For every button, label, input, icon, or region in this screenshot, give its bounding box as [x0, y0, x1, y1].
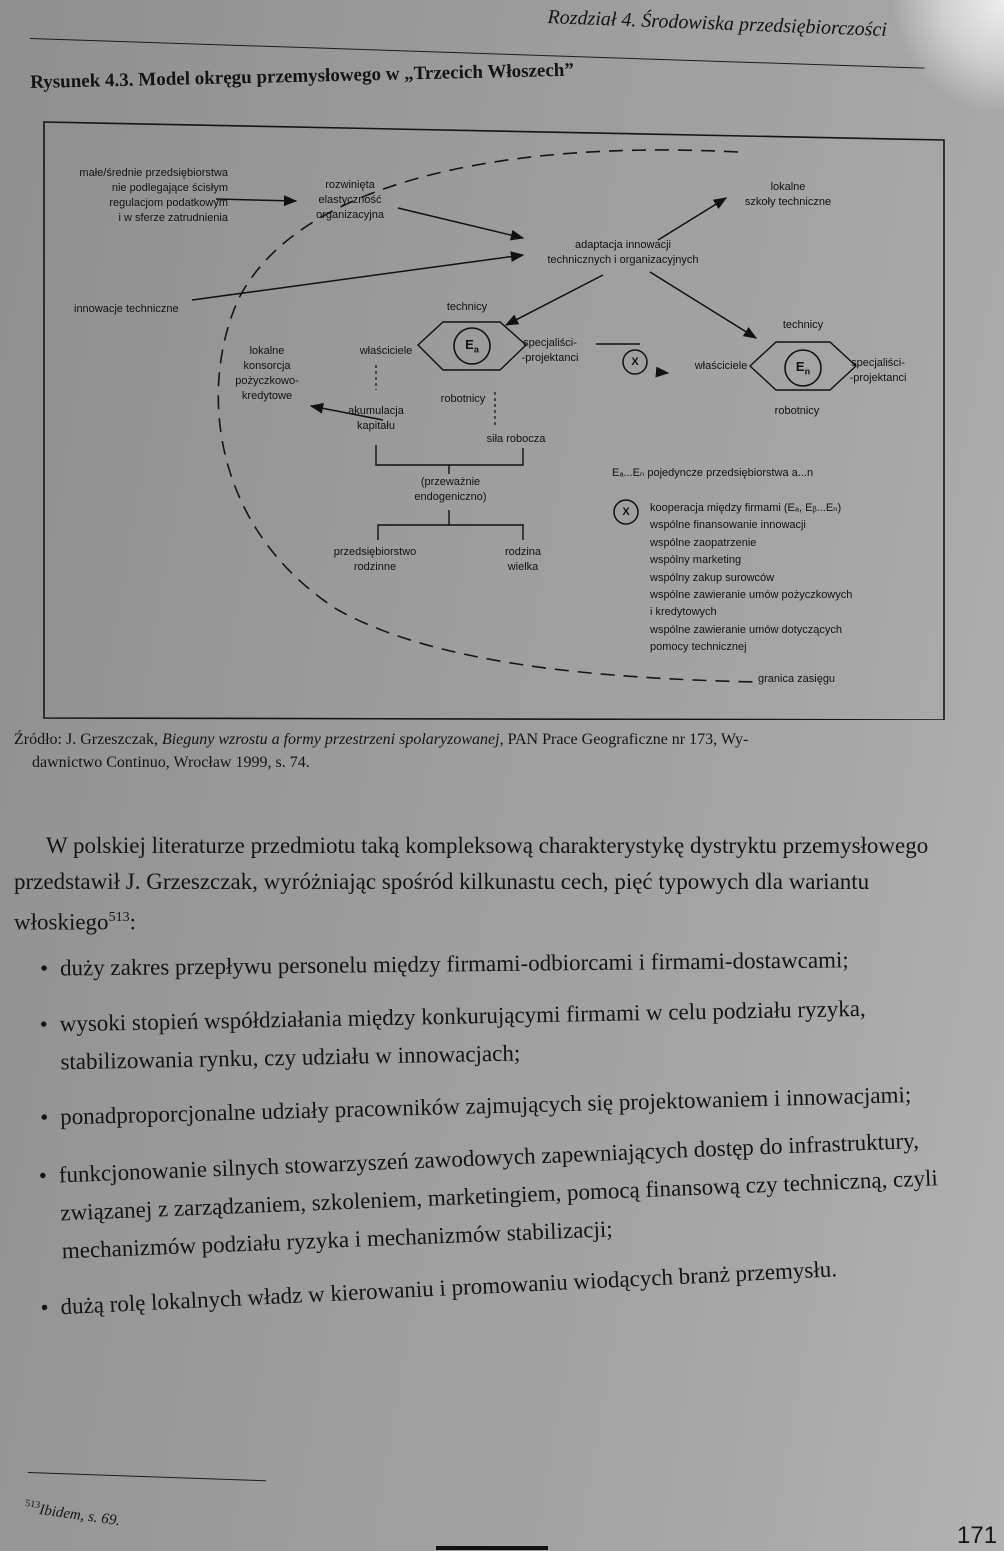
label-konsorcja: lokalne konsorcja pożyczkowo- kredytowe [235, 345, 299, 402]
footnote-ref: 513 [108, 910, 130, 925]
figure-title: Rysunek 4.3. Model okręgu przemysłowego w „Trzecich Włoszech” [30, 59, 575, 93]
legend-x-symbol: X [622, 506, 630, 518]
label-adaptacja: adaptacja innowacji technicznych i organizacyjnych [547, 239, 699, 266]
arrow-msp-to-elastyczność [216, 199, 296, 201]
label-sila: siła robocza [486, 433, 546, 445]
legend-enterprises: Eₐ...Eₙ pojedyncze przedsiębiorstwa a...n [612, 467, 814, 479]
label-rodzina: rodzina wielka [504, 546, 542, 573]
label-male-srednie: małe/średnie przedsiębiorstwa nie podlegające ścisłym regulacjom podatkowym i w sferze zatrudnienia [79, 167, 228, 224]
legend-kooperacja: kooperacja między firmami (Eₐ, Eᵦ...Eₙ) wspólne finansowanie innowacji wspólne zaopatrzenie wspólny marketing wspólny zakup surowców wspólne zawieranie umów pożyczkowych i kredytowych wspólne zawieranie umów dotyczących pomocy technicznej [650, 502, 853, 654]
arrow-innowacje-to-adaptacja [192, 255, 523, 300]
arrow-to-szkoly [658, 198, 726, 240]
bullet-list [40, 945, 950, 1319]
ea-symbol: $E_a$ [465, 337, 479, 355]
label-specjalisci-a: specjaliści- -projektanci [521, 337, 579, 364]
label-granica: granica zasięgu [758, 673, 836, 685]
list-item: • funkcjonowanie silnych stowarzyszeń zawodowych zapewniających dostęp do infrastruktury, związanej z zarządzaniem, szkoleniem, marketingiem, pomocą finansową czy techniczną, czyli mechanizmów podziału ryzyka i mechanizmów stabilizacji; [38, 1127, 939, 1264]
label-robotnicy-n: robotnicy [774, 405, 820, 417]
footnote: $^{513}$Ibidem, s. 69. [24, 1498, 122, 1530]
label-wlasciciele-a: właściciele [359, 345, 413, 357]
label-technicy-a: technicy [446, 301, 488, 313]
list-item: • dużą rolę lokalnych władz w kierowaniu i promowaniu wiodących branż przemysłu. [39, 1256, 838, 1321]
arrow-to-adaptacja [398, 208, 523, 238]
arrow-x-to-en [656, 372, 668, 373]
arrow-to-ea [506, 275, 603, 325]
label-robotnicy-a: robotnicy [440, 393, 486, 405]
page-number: 171 [957, 1522, 998, 1549]
bottom-bar [436, 1546, 548, 1550]
page-corner-shadow [894, 0, 1004, 110]
label-przewaznie: (przeważnie endogeniczno) [414, 476, 487, 503]
list-item: • duży zakres przepływu personelu między firmami-odbiorcami i firmami-dostawcami; [39, 947, 849, 981]
label-przedsiebiorstwo: przedsiębiorstwo rodzinne [333, 546, 417, 573]
footnote-rule [28, 1472, 266, 1481]
label-rozwinieta: rozwinięta elastyczność organizacyjna [316, 179, 384, 221]
label-lokalne-szkoly: lokalne szkoły techniczne [744, 181, 832, 208]
figure-source: Źródło: J. Grzeszczak, Bieguny wzrostu a formy przestrzeni spolaryzowanej, PAN Prace Geograficzne nr 173, Wy- dawnictwo Continuo, Wrocław 1999, s. 74. [14, 731, 749, 771]
figure-diagram [38, 100, 946, 720]
label-akumulacja: akumulacja kapitału [348, 405, 404, 432]
body-paragraph: W polskiej literaturze przedmiotu taką kompleksową charakterystykę dystryktu przemysłowego przedstawił J. Grzeszczak, wyróżniając spośród kilkunastu cech, pięć typowych dla wariantu włoskiego$^{513}$: [14, 833, 929, 935]
x-symbol: X [631, 356, 639, 368]
en-symbol: $E_n$ [795, 359, 811, 377]
arrow-to-en [650, 272, 756, 338]
label-technicy-n: technicy [782, 319, 824, 331]
list-item: • wysoki stopień współdziałania między konkurującymi firmami w celu podziału ryzyka, stabilizowania rynku, czy udziału w innowacjach; [39, 995, 866, 1075]
label-wlasciciele-n: właściciele [694, 360, 748, 372]
running-head: Rozdział 4. Środowiska przedsiębiorczości [547, 6, 888, 42]
label-innowacje: innowacje techniczne [74, 303, 179, 315]
label-specjalisci-n: specjaliści- -projektanci [849, 357, 907, 384]
list-item: • ponadproporcjonalne udziały pracowników zajmujących się projektowaniem i innowacjami; [39, 1082, 912, 1130]
